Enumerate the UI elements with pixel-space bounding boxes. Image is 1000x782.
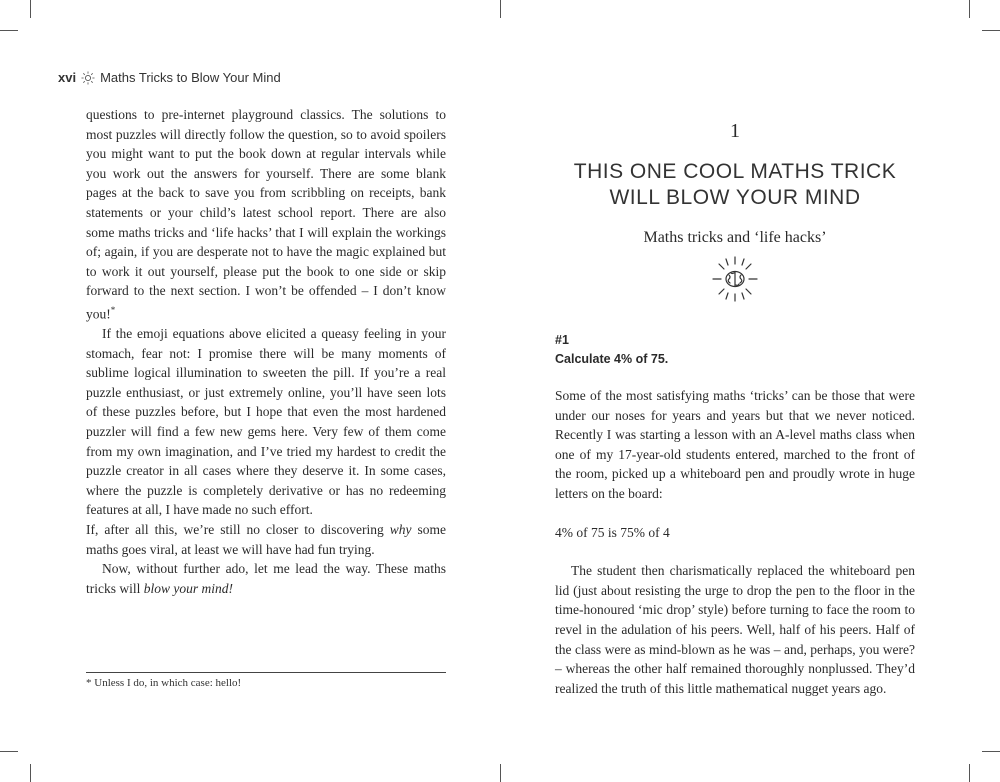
crop-mark xyxy=(969,0,970,18)
paragraph: Some of the most satisfying maths ‘tricks’ can be those that were under our noses for years and years but that we never noticed. Recently I was starting a lesson with an A-level maths class when one of my 17-year-old students entered, marched to the front of the room, picked up a whiteboard pen and proudly wrote in huge letters on the board: xyxy=(555,388,915,501)
crop-mark xyxy=(0,30,18,31)
brain-burst-icon xyxy=(711,255,759,303)
left-page xyxy=(86,105,446,598)
puzzle-number: #1 xyxy=(555,333,569,347)
running-head xyxy=(58,70,281,85)
crop-mark xyxy=(30,0,31,18)
paragraph-text: If, after all this, we’re still no closer to discovering xyxy=(86,521,390,537)
paragraph xyxy=(86,559,446,598)
chapter-title-line: WILL BLOW YOUR MIND xyxy=(609,186,861,209)
chapter-subtitle: Maths tricks and ‘life hacks’ xyxy=(643,229,827,246)
puzzle-question: Calculate 4% of 75. xyxy=(555,352,669,366)
paragraph-text: some maths goes viral, at least we will have had fun trying. xyxy=(86,521,447,557)
running-head-title: Maths Tricks to Blow Your Mind xyxy=(100,70,281,85)
crop-mark xyxy=(30,764,31,782)
paragraph: If the emoji equations above elicited a queasy feeling in your stomach, fear not: I promise there will be many moments of sublime logical illumination to sweeten the pill. If you’re a real puzzle enthusiast, or just extremely online, you’ll have seen lots of these puzzles before, but I hope that even the most hardened puzzler will find a few new gems here. Very few of them come from my own imagination, and I’ve tried my hardest to credit the puzzle creator in all cases where they deserve it. In some cases, where the puzzle is completely derivative or has no redeeming features at all, I have made no such effort. xyxy=(86,326,446,518)
lightbulb-icon xyxy=(81,71,95,85)
chapter-icon xyxy=(555,255,915,303)
crop-mark xyxy=(0,751,18,752)
paragraph: The student then charismatically replaced the whiteboard pen lid (just about resisting the urge to drop the pen to the floor in the time-honoured ‘mic drop’ style) before turning to face the room to revel in the adulation of his peers. Well, half of his peers. Half of the class were as mind-blown as he was – and, perhaps, you were? – whereas the other half remained thoroughly nonplussed. They’d realized the truth of this little mathematical nugget years ago. xyxy=(555,563,915,696)
paragraph xyxy=(86,520,446,559)
crop-mark xyxy=(969,764,970,782)
paragraph xyxy=(86,105,446,324)
emphasis: blow your mind! xyxy=(143,580,233,596)
paragraph-text: questions to pre-internet playground classics. The solutions to most puzzles will directly follow the question, so to avoid spoilers you might want to put the book down at regular intervals while you work out the answers for yourself. There are some blank pages at the back to save you from scribbling on receipts, bank statements or your child’s latest school report. There are also some maths tricks and ‘life hacks’ that I will explain the workings of; again, if you are desperate not to have the magic explained but to work it out yourself, please put the book to one side or skip forward to the next section. I won’t be offended – I don’t know you! xyxy=(86,107,446,322)
crop-mark xyxy=(982,751,1000,752)
page-number: xvi xyxy=(58,70,77,85)
crop-mark xyxy=(500,0,501,18)
crop-mark xyxy=(500,764,501,782)
chapter-number: 1 xyxy=(730,120,740,142)
crop-mark xyxy=(982,30,1000,31)
chapter-title xyxy=(555,159,915,211)
footnote-divider xyxy=(86,672,446,673)
equation: 4% of 75 is 75% of 4 xyxy=(555,524,670,540)
footnote: * Unless I do, in which case: hello! xyxy=(86,677,242,689)
footnote-marker: * xyxy=(110,304,116,315)
chapter-title-line: THIS ONE COOL MATHS TRICK xyxy=(573,160,897,183)
right-page xyxy=(555,120,915,698)
emphasis: why xyxy=(389,521,412,537)
paragraph-text: Now, without further ado, let me lead the way. These maths tricks will xyxy=(86,561,446,596)
